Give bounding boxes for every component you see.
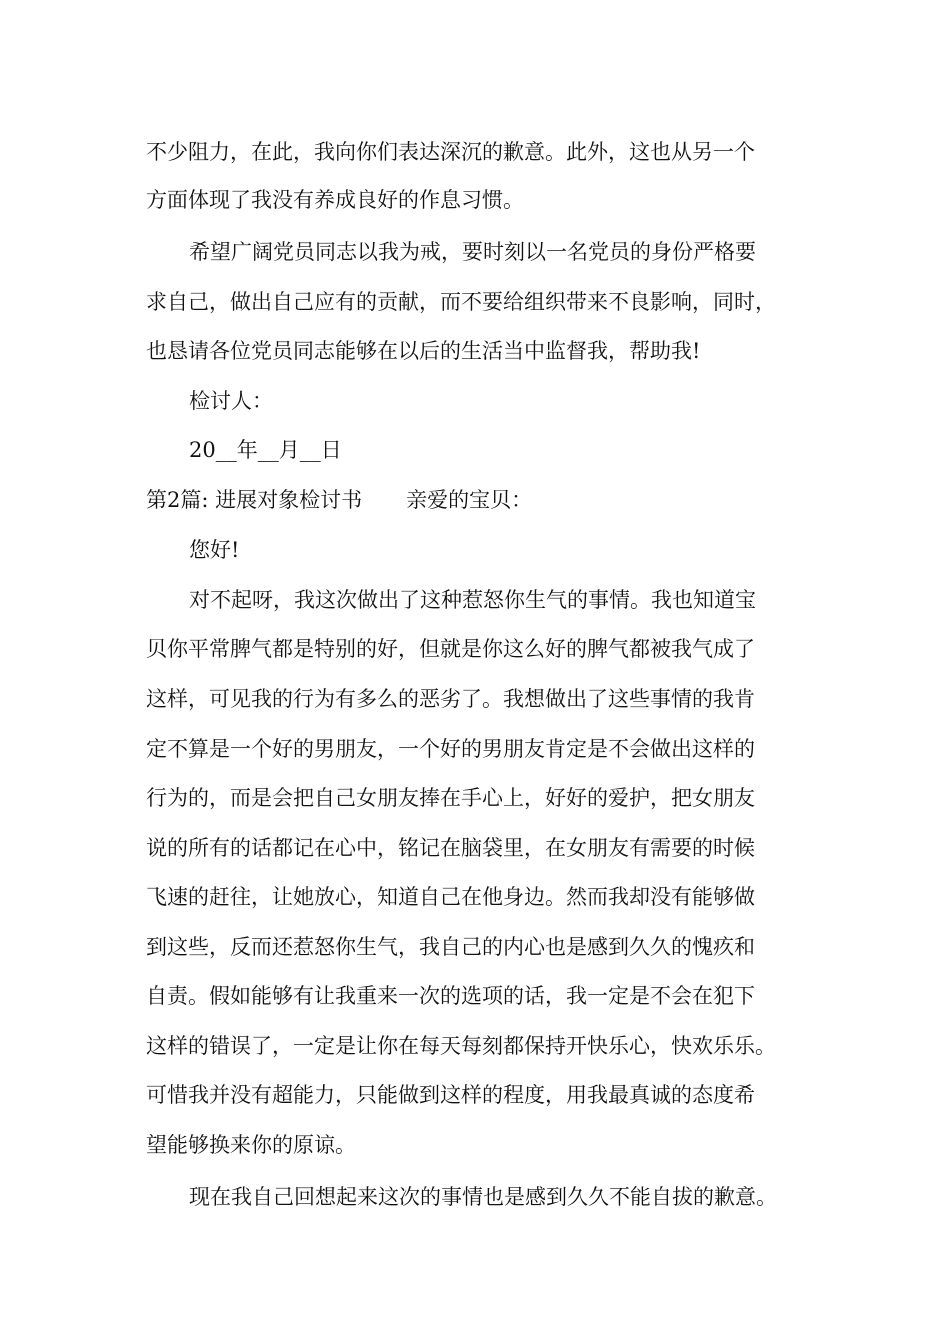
signature-label: 检讨人： (189, 389, 273, 413)
paragraph-line: 定不算是一个好的男朋友，一个好的男朋友肯定是不会做出这样的 (146, 737, 755, 761)
paragraph-line: 望能够换来你的原谅。 (146, 1133, 356, 1157)
paragraph-line: 贝你平常脾气都是特别的好，但就是你这么好的脾气都被我气成了 (146, 637, 755, 661)
paragraph-line: 现在我自己回想起来这次的事情也是感到久久不能自拔的歉意。 (189, 1185, 777, 1209)
paragraph-line: 飞速的赶往，让她放心，知道自己在他身边。然而我却没有能够做 (146, 885, 755, 909)
paragraph-line: 不少阻力，在此，我向你们表达深沉的歉意。此外，这也从另一个 (146, 140, 755, 164)
paragraph-line: 可惜我并没有超能力，只能做到这样的程度，用我最真诚的态度希 (146, 1083, 755, 1107)
paragraph-line: 自责。假如能够有让我重来一次的选项的话，我一定是不会在犯下 (146, 984, 755, 1008)
paragraph-line: 求自己，做出自己应有的贡献，而不要给组织带来不良影响，同时， (146, 290, 776, 314)
section-heading (146, 485, 532, 515)
section-title: 第2篇: 进展对象检讨书 (146, 488, 363, 512)
paragraph-line: 到这些，反而还惹怒你生气，我自己的内心也是感到久久的愧疚和 (146, 935, 755, 959)
paragraph-line: 方面体现了我没有养成良好的作息习惯。 (146, 188, 524, 212)
paragraph-line: 对不起呀，我这次做出了这种惹怒你生气的事情。我也知道宝 (189, 588, 756, 612)
paragraph-line: 行为的，而是会把自己女朋友捧在手心上，好好的爱护，把女朋友 (146, 786, 755, 810)
paragraph-line: 说的所有的话都记在心中，铭记在脑袋里，在女朋友有需要的时候 (146, 836, 755, 860)
paragraph-line: 希望广阔党员同志以我为戒，要时刻以一名党员的身份严格要 (189, 240, 756, 264)
date-line: 20__年__月__日 (189, 438, 342, 462)
paragraph-line: 这样的错误了，一定是让你在每天每刻都保持开快乐心，快欢乐乐。 (146, 1034, 776, 1058)
paragraph-line: 这样，可见我的行为有多么的恶劣了。我想做出了这些事情的我肯 (146, 687, 755, 711)
greeting: 您好! (189, 538, 240, 562)
salutation: 亲爱的宝贝： (406, 488, 533, 512)
paragraph-line: 也恳请各位党员同志能够在以后的生活当中监督我，帮助我! (146, 339, 701, 363)
